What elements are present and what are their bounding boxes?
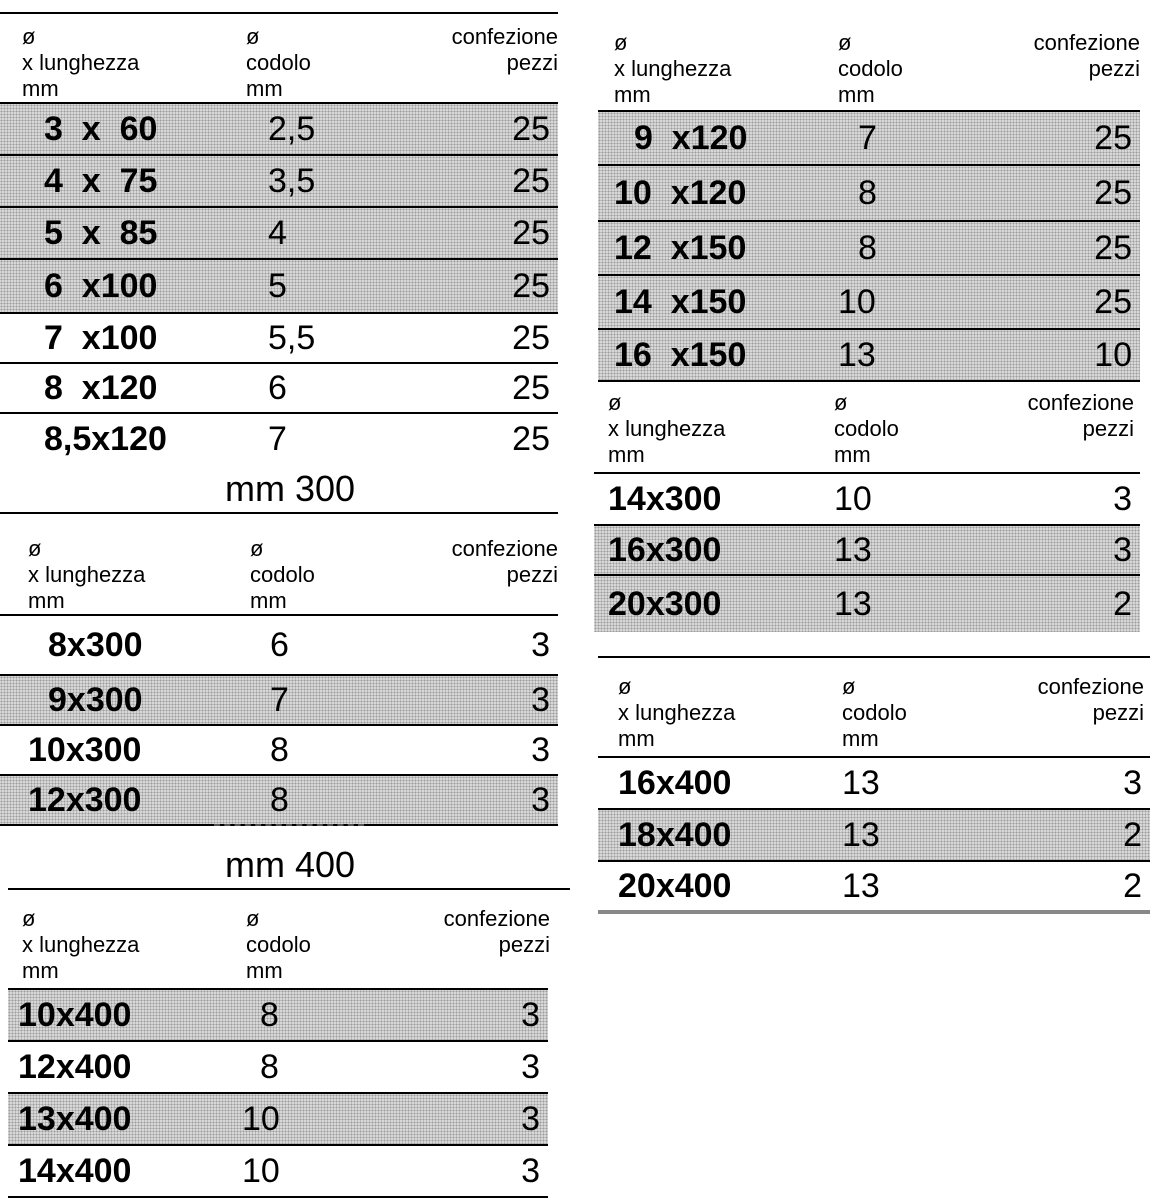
shank-cell: 7 <box>268 420 287 458</box>
table-5 <box>594 380 1140 632</box>
qty-cell: 25 <box>1094 174 1132 212</box>
size-cell: 8 x120 <box>44 369 158 407</box>
shank-cell: 6 <box>270 626 289 664</box>
shank-cell: 5,5 <box>268 319 316 357</box>
table-header <box>8 890 570 988</box>
header-shank: ø codolo mm <box>838 30 903 107</box>
qty-cell: 25 <box>512 162 550 200</box>
qty-cell: 3 <box>521 1152 540 1190</box>
shank-cell: 10 <box>834 480 872 518</box>
size-cell: 16 x150 <box>614 336 747 374</box>
size-cell: 16x300 <box>608 531 722 569</box>
table-3 <box>8 888 570 1198</box>
shank-cell: 4 <box>268 214 287 252</box>
qty-cell: 3 <box>531 681 550 719</box>
qty-cell: 3 <box>531 781 550 819</box>
shank-cell: 10 <box>838 283 876 321</box>
header-diameter-length: ø x lunghezza mm <box>608 390 726 467</box>
header-package: confezione pezzi <box>1037 674 1144 725</box>
size-cell: 10x400 <box>18 996 132 1034</box>
size-cell: 18x400 <box>618 816 732 854</box>
header-package: confezione pezzi <box>1027 390 1134 441</box>
size-cell: 12x300 <box>28 781 142 819</box>
qty-cell: 25 <box>512 319 550 357</box>
table-row <box>598 808 1150 860</box>
table-row <box>594 472 1140 524</box>
header-diameter-length: ø x lunghezza mm <box>618 674 736 751</box>
table-row <box>0 102 558 154</box>
header-shank: ø codolo mm <box>834 390 899 467</box>
qty-cell: 3 <box>1123 764 1142 802</box>
divider-dashes <box>214 824 364 830</box>
table-row <box>0 412 558 464</box>
table-header <box>594 380 1140 472</box>
table-row <box>598 220 1140 274</box>
size-cell: 3 x 60 <box>44 110 158 148</box>
table-row <box>0 154 558 206</box>
shank-cell: 7 <box>858 119 877 157</box>
table-row <box>598 274 1140 328</box>
header-shank: ø codolo mm <box>842 674 907 751</box>
qty-cell: 3 <box>531 731 550 769</box>
section-title-400: mm 400 <box>224 844 356 885</box>
qty-cell: 3 <box>521 1100 540 1138</box>
shank-cell: 13 <box>842 764 880 802</box>
qty-cell: 3 <box>521 996 540 1034</box>
size-cell: 13x400 <box>18 1100 132 1138</box>
header-diameter-length: ø x lunghezza mm <box>28 536 146 613</box>
header-diameter-length: ø x lunghezza mm <box>22 24 140 101</box>
header-shank: ø codolo mm <box>250 536 315 613</box>
table-2 <box>0 512 558 826</box>
table-header <box>0 514 558 614</box>
qty-cell: 2 <box>1123 816 1142 854</box>
shank-cell: 8 <box>260 996 279 1034</box>
qty-cell: 3 <box>1113 480 1132 518</box>
table-1 <box>0 12 558 464</box>
table-row <box>598 164 1140 220</box>
qty-cell: 25 <box>512 214 550 252</box>
header-package: confezione pezzi <box>443 906 550 957</box>
table-row <box>8 988 548 1040</box>
table-row <box>0 674 558 724</box>
header-diameter-length: ø x lunghezza mm <box>22 906 140 983</box>
qty-cell: 3 <box>521 1048 540 1086</box>
table-header <box>598 658 1150 756</box>
shank-cell: 10 <box>242 1100 280 1138</box>
size-cell: 10x300 <box>28 731 142 769</box>
section-title-300: mm 300 <box>224 468 356 509</box>
size-cell: 8x300 <box>48 626 143 664</box>
shank-cell: 13 <box>834 531 872 569</box>
size-cell: 20x300 <box>608 585 722 623</box>
shank-cell: 13 <box>838 336 876 374</box>
qty-cell: 25 <box>1094 119 1132 157</box>
qty-cell: 25 <box>512 110 550 148</box>
table-row <box>598 328 1140 380</box>
qty-cell: 25 <box>512 420 550 458</box>
size-cell: 14x400 <box>18 1152 132 1190</box>
shank-cell: 5 <box>268 267 287 305</box>
table-row <box>0 206 558 258</box>
shank-cell: 13 <box>834 585 872 623</box>
qty-cell: 2 <box>1113 585 1132 623</box>
size-cell: 6 x100 <box>44 267 158 305</box>
table-row <box>8 1040 548 1092</box>
header-shank: ø codolo mm <box>246 24 311 101</box>
table-row <box>0 774 558 824</box>
table-row <box>8 1144 548 1196</box>
size-cell: 5 x 85 <box>44 214 158 252</box>
header-diameter-length: ø x lunghezza mm <box>614 30 732 107</box>
table-row <box>598 110 1140 164</box>
table-bottom-rule <box>8 1196 548 1198</box>
table-row <box>0 258 558 312</box>
shank-cell: 3,5 <box>268 162 316 200</box>
table-row <box>0 614 558 674</box>
table-row <box>0 724 558 774</box>
table-header <box>598 20 1140 110</box>
size-cell: 9 x120 <box>634 119 748 157</box>
qty-cell: 25 <box>512 369 550 407</box>
table-row <box>594 524 1140 574</box>
table-4 <box>598 20 1140 382</box>
shank-cell: 8 <box>270 731 289 769</box>
size-cell: 16x400 <box>618 764 732 802</box>
size-cell: 4 x 75 <box>44 162 158 200</box>
size-cell: 10 x120 <box>614 174 747 212</box>
shank-cell: 8 <box>858 229 877 267</box>
qty-cell: 10 <box>1094 336 1132 374</box>
header-shank: ø codolo mm <box>246 906 311 983</box>
shank-cell: 10 <box>242 1152 280 1190</box>
size-cell: 14 x150 <box>614 283 747 321</box>
qty-cell: 3 <box>531 626 550 664</box>
size-cell: 14x300 <box>608 480 722 518</box>
size-cell: 9x300 <box>48 681 143 719</box>
header-package: confezione pezzi <box>1033 30 1140 81</box>
header-package: confezione pezzi <box>451 536 558 587</box>
table-row <box>598 756 1150 808</box>
shank-cell: 6 <box>268 369 287 407</box>
table-row <box>0 312 558 362</box>
table-row <box>594 574 1140 632</box>
shank-cell: 13 <box>842 867 880 905</box>
table-row <box>8 1092 548 1144</box>
qty-cell: 25 <box>512 267 550 305</box>
table-row <box>598 860 1150 914</box>
qty-cell: 25 <box>1094 229 1132 267</box>
qty-cell: 2 <box>1123 867 1142 905</box>
size-cell: 8,5x120 <box>44 420 167 458</box>
table-header <box>0 14 558 102</box>
table-6 <box>598 656 1150 914</box>
header-package: confezione pezzi <box>451 24 558 75</box>
shank-cell: 13 <box>842 816 880 854</box>
shank-cell: 8 <box>270 781 289 819</box>
shank-cell: 8 <box>858 174 877 212</box>
qty-cell: 3 <box>1113 531 1132 569</box>
table-row <box>0 362 558 412</box>
size-cell: 7 x100 <box>44 319 158 357</box>
shank-cell: 8 <box>260 1048 279 1086</box>
size-cell: 20x400 <box>618 867 732 905</box>
shank-cell: 2,5 <box>268 110 316 148</box>
size-cell: 12x400 <box>18 1048 132 1086</box>
size-cell: 12 x150 <box>614 229 747 267</box>
qty-cell: 25 <box>1094 283 1132 321</box>
shank-cell: 7 <box>270 681 289 719</box>
